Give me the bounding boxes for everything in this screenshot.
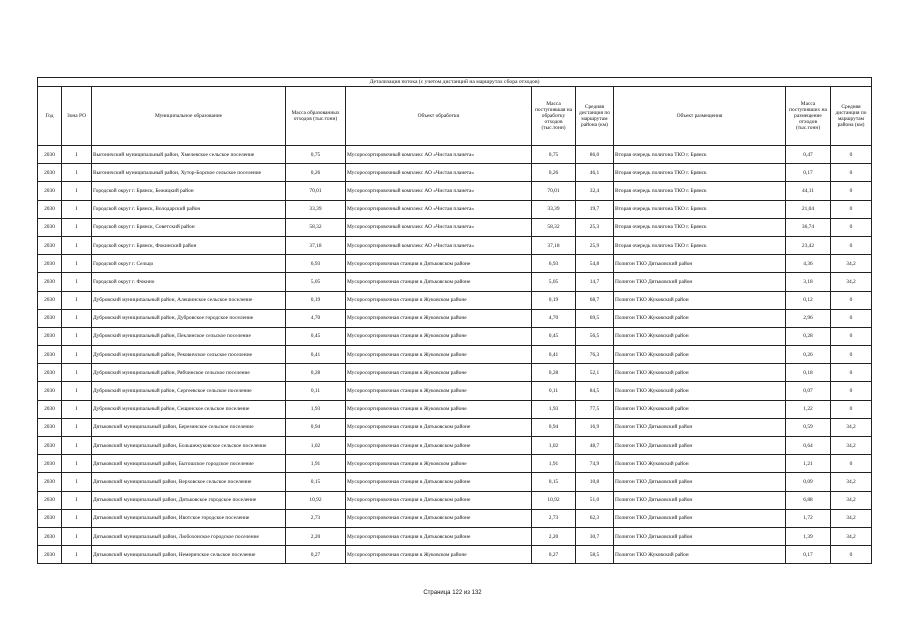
table-cell: 36,74 [786,218,831,236]
table-cell: Мусоросортировочная станция в Жуковском районе [346,346,532,364]
table-cell: 34,2 [831,273,872,291]
table-cell: 0,94 [286,418,346,436]
table-cell: 54,8 [576,255,614,273]
table-cell: I [62,473,92,491]
table-row [38,364,872,382]
table-cell: 34,2 [831,527,872,545]
table-cell: Городской округ г. Брянск, Бежицкий район [92,182,286,200]
table-cell: 2030 [38,527,62,545]
table-cell: 44,11 [786,182,831,200]
table-cell: 0,28 [532,364,576,382]
table-cell: 2030 [38,236,62,254]
table-cell: Мусоросортировочная станция в Жуковском районе [346,455,532,473]
table-cell: 62,3 [576,509,614,527]
table-cell: 2030 [38,437,62,455]
table-cell: 2030 [38,382,62,400]
table-cell: 34,2 [831,437,872,455]
table-cell: 2030 [38,455,62,473]
table-cell: Полигон ТКО Жуковский район [614,455,786,473]
flow-detail-table [37,77,872,564]
table-cell: Дубровский муниципальный район, Сергеевское сельское поселение [92,382,286,400]
table-cell: I [62,509,92,527]
table-cell: 21,04 [786,200,831,218]
table-cell: 2030 [38,273,62,291]
table-cell: I [62,273,92,291]
table-cell: I [62,291,92,309]
table-row [38,218,872,236]
table-cell: 4,36 [786,255,831,273]
table-cell: I [62,400,92,418]
table-row [38,491,872,509]
table-cell: 0,11 [286,382,346,400]
table-cell: Полигон ТКО Дятьковский район [614,509,786,527]
table-cell: 2,73 [532,509,576,527]
table-cell: Мусоросортировочная станция в Жуковском районе [346,291,532,309]
table-cell: 0,09 [786,473,831,491]
table-body [38,146,872,564]
table-cell: 10,8 [576,473,614,491]
table-cell: 3,18 [786,273,831,291]
table-cell: 0 [831,200,872,218]
table-cell: 77,5 [576,400,614,418]
table-cell: Мусоросортировочный комплекс АО «Чистая планета» [346,164,532,182]
table-row [38,455,872,473]
table-cell: 0,07 [786,382,831,400]
table-cell: 0,27 [532,546,576,564]
table-cell: I [62,437,92,455]
table-cell: Мусоросортировочная станция в Жуковском районе [346,364,532,382]
table-cell: Городской округ г. Фокино [92,273,286,291]
table-cell: Полигон ТКО Жуковский район [614,382,786,400]
table-cell: Мусоросортировочный комплекс АО «Чистая планета» [346,146,532,164]
table-cell: 1,02 [286,437,346,455]
table-cell: 2030 [38,146,62,164]
table-row [38,309,872,327]
table-row [38,273,872,291]
table-cell: 30,7 [576,527,614,545]
table-cell: Выгоничский муниципальный район, Хутор-Борское сельское поселение [92,164,286,182]
table-cell: 34,2 [831,509,872,527]
table-cell: 10,92 [286,491,346,509]
table-cell: Дятьковский муниципальный район, Ивотское городское поселение [92,509,286,527]
table-cell: Городской округ г. Брянск, Советский район [92,218,286,236]
table-cell: 1,72 [786,509,831,527]
table-cell: 46,1 [576,164,614,182]
table-cell: 25,9 [576,236,614,254]
table-cell: 0 [831,182,872,200]
document-sheet [37,77,871,564]
table-cell: 0 [831,291,872,309]
table-cell: 2030 [38,491,62,509]
table-cell: Полигон ТКО Дятьковский район [614,437,786,455]
table-cell: 2030 [38,309,62,327]
table-cell: 1,91 [532,455,576,473]
table-cell: I [62,527,92,545]
table-cell: I [62,255,92,273]
table-cell: I [62,418,92,436]
table-cell: 68,7 [576,291,614,309]
table-cell: 0,75 [286,146,346,164]
table-cell: 10,92 [532,491,576,509]
table-row [38,437,872,455]
table-cell: 0,12 [786,291,831,309]
table-cell: Городской округ г. Сельцо [92,255,286,273]
table-cell: 2030 [38,182,62,200]
table-cell: 1,21 [786,455,831,473]
table-cell: Дубровский муниципальный район, Рябчинское сельское поселение [92,364,286,382]
table-cell: Дубровский муниципальный район, Рековичское сельское поселение [92,346,286,364]
table-cell: 4,70 [286,309,346,327]
table-cell: 2,73 [286,509,346,527]
table-row [38,546,872,564]
table-cell: 32,4 [576,182,614,200]
table-cell: 2030 [38,291,62,309]
table-cell: 34,2 [831,418,872,436]
table-cell: 2,20 [286,527,346,545]
table-cell: 33,39 [532,200,576,218]
table-row [38,164,872,182]
table-cell: 0 [831,164,872,182]
table-cell: 2030 [38,509,62,527]
table-row [38,418,872,436]
table-cell: Полигон ТКО Дятьковский район [614,491,786,509]
table-cell: 0 [831,346,872,364]
table-cell: Дятьковский муниципальный район, Немеричское сельское поселение [92,546,286,564]
table-cell: 1,22 [786,400,831,418]
table-cell: Дубровский муниципальный район, Дубровское городское поселение [92,309,286,327]
table-cell: 23,42 [786,236,831,254]
table-cell: Полигон ТКО Жуковский район [614,546,786,564]
table-cell: 0 [831,364,872,382]
table-cell: 84,5 [576,382,614,400]
table-cell: I [62,327,92,345]
table-row [38,527,872,545]
table-cell: 2030 [38,400,62,418]
table-cell: Вторая очередь полигона ТКО г. Брянск [614,164,786,182]
table-cell: 52,1 [576,364,614,382]
column-header: Масса поступивших на размещение отходов (тыс.тонн) [786,87,831,146]
table-cell: 56,5 [576,327,614,345]
table-cell: Вторая очередь полигона ТКО г. Брянск [614,182,786,200]
table-cell: 5,05 [532,273,576,291]
table-cell: I [62,364,92,382]
table-cell: 0 [831,327,872,345]
table-cell: 0,26 [532,164,576,182]
table-cell: 0 [831,236,872,254]
table-cell: 2030 [38,364,62,382]
table-cell: 2030 [38,327,62,345]
table-caption: Детализация потока (с учетом дистанций на маршрутах сбора отходов) [38,78,872,87]
table-cell: 0,17 [786,164,831,182]
table-row [38,473,872,491]
table-cell: Полигон ТКО Дятьковский район [614,527,786,545]
table-cell: I [62,236,92,254]
table-cell: 70,01 [532,182,576,200]
table-cell: 0 [831,146,872,164]
table-cell: 6,93 [532,255,576,273]
table-cell: I [62,164,92,182]
table-cell: Мусоросортировочный комплекс АО «Чистая планета» [346,236,532,254]
table-cell: Полигон ТКО Дятьковский район [614,418,786,436]
table-cell: Дятьковский муниципальный район, Любохонское городское поселение [92,527,286,545]
table-cell: Полигон ТКО Жуковский район [614,309,786,327]
table-cell: 58,5 [576,546,614,564]
table-cell: I [62,218,92,236]
table-cell: 0,18 [786,364,831,382]
table-cell: 6,88 [786,491,831,509]
table-row [38,291,872,309]
table-row [38,255,872,273]
table-cell: Выгоничский муниципальный район, Хмелевское сельское поселение [92,146,286,164]
table-cell: 0 [831,400,872,418]
table-cell: 34,2 [831,491,872,509]
table-cell: Полигон ТКО Жуковский район [614,364,786,382]
table-cell: 51,0 [576,491,614,509]
table-cell: Мусоросортировочная станция в Жуковском районе [346,309,532,327]
table-cell: Мусоросортировочная станция в Дятьковском районе [346,437,532,455]
table-cell: Городской округ г. Брянск, Володарский район [92,200,286,218]
table-cell: 0,45 [532,327,576,345]
table-cell: Дятьковский муниципальный район, Верховское сельское поселение [92,473,286,491]
table-cell: 14,7 [576,273,614,291]
table-row [38,346,872,364]
table-row [38,146,872,164]
table-cell: Дубровский муниципальный район, Пеклинское сельское поселение [92,327,286,345]
table-cell: Мусоросортировочная станция в Дятьковском районе [346,509,532,527]
column-header: Объект обработки [346,87,532,146]
column-header: Муниципальное образование [92,87,286,146]
table-cell: 1,91 [286,455,346,473]
table-cell: 0 [831,546,872,564]
column-header: Средняя дистанция по маршрутам района (км) [576,87,614,146]
table-cell: 76,3 [576,346,614,364]
table-cell: 2030 [38,346,62,364]
column-header: Масса поступившая на обработку отходов (тыс.тонн) [532,87,576,146]
column-header: Год [38,87,62,146]
table-cell: Полигон ТКО Жуковский район [614,346,786,364]
table-cell: 1,39 [786,527,831,545]
table-cell: Дятьковский муниципальный район, Большежуковское сельское поселение [92,437,286,455]
table-cell: 0,26 [786,346,831,364]
table-row [38,382,872,400]
table-cell: 1,93 [532,400,576,418]
table-cell: I [62,455,92,473]
table-cell: 1,93 [286,400,346,418]
table-cell: 37,18 [532,236,576,254]
table-cell: 0,11 [532,382,576,400]
table-cell: 70,01 [286,182,346,200]
table-cell: 0,26 [286,164,346,182]
table-cell: Мусоросортировочная станция в Жуковском районе [346,400,532,418]
table-cell: 2030 [38,218,62,236]
table-cell: Полигон ТКО Жуковский район [614,327,786,345]
table-cell: 0,59 [786,418,831,436]
table-cell: Мусоросортировочная станция в Дятьковском районе [346,418,532,436]
table-cell: 0,15 [532,473,576,491]
table-cell: I [62,146,92,164]
table-cell: 0 [831,455,872,473]
table-cell: 58,32 [286,218,346,236]
table-cell: Мусоросортировочная станция в Дятьковском районе [346,527,532,545]
table-cell: 74,9 [576,455,614,473]
table-cell: Мусоросортировочная станция в Жуковском районе [346,327,532,345]
table-cell: Мусоросортировочный комплекс АО «Чистая планета» [346,182,532,200]
table-row [38,182,872,200]
table-cell: 2030 [38,473,62,491]
table-cell: Дятьковский муниципальный район, Дятьковское городское поселение [92,491,286,509]
table-cell: 2030 [38,200,62,218]
table-cell: 1,02 [532,437,576,455]
table-cell: 0,15 [286,473,346,491]
table-row [38,236,872,254]
table-cell: 0,17 [786,546,831,564]
table-cell: 48,7 [576,437,614,455]
table-cell: 5,05 [286,273,346,291]
table-cell: 0 [831,218,872,236]
table-cell: 0,27 [286,546,346,564]
table-cell: Мусоросортировочная станция в Дятьковском районе [346,273,532,291]
table-cell: Вторая очередь полигона ТКО г. Брянск [614,236,786,254]
table-cell: 19,7 [576,200,614,218]
table-cell: 34,2 [831,255,872,273]
table-cell: Городской округ г. Брянск, Фокинский район [92,236,286,254]
table-cell: 33,39 [286,200,346,218]
table-cell: 0,19 [286,291,346,309]
table-cell: I [62,182,92,200]
table-cell: I [62,309,92,327]
table-header-row [38,87,872,146]
table-cell: Полигон ТКО Жуковский район [614,291,786,309]
table-cell: 25,3 [576,218,614,236]
table-cell: 58,32 [532,218,576,236]
table-cell: 4,70 [532,309,576,327]
table-cell: 37,18 [286,236,346,254]
table-cell: 0,47 [786,146,831,164]
table-row [38,200,872,218]
table-cell: Вторая очередь полигона ТКО г. Брянск [614,146,786,164]
table-cell: 0,94 [532,418,576,436]
table-row [38,509,872,527]
table-cell: I [62,382,92,400]
table-cell: Дубровский муниципальный район, Алешинское сельское поселение [92,291,286,309]
table-cell: Дятьковский муниципальный район, Бытошское городское поселение [92,455,286,473]
table-cell: 2030 [38,164,62,182]
table-cell: I [62,200,92,218]
table-cell: Полигон ТКО Дятьковский район [614,255,786,273]
table-cell: 0 [831,309,872,327]
table-cell: 0,19 [532,291,576,309]
column-header: Объект размещения [614,87,786,146]
table-cell: 2030 [38,255,62,273]
table-cell: Мусоросортировочная станция в Дятьковском районе [346,491,532,509]
table-cell: 0,45 [286,327,346,345]
table-cell: 69,5 [576,309,614,327]
column-header: Масса образованных отходов (тыс.тонн) [286,87,346,146]
table-cell: 0,75 [532,146,576,164]
table-cell: Вторая очередь полигона ТКО г. Брянск [614,200,786,218]
table-cell: Мусоросортировочный комплекс АО «Чистая планета» [346,200,532,218]
table-cell: Мусоросортировочная станция в Дятьковском районе [346,473,532,491]
table-cell: Полигон ТКО Дятьковский район [614,273,786,291]
table-cell: I [62,546,92,564]
table-cell: 0,64 [786,437,831,455]
column-header: Зона РО [62,87,92,146]
table-cell: Дубровский муниципальный район, Сещинское сельское поселение [92,400,286,418]
table-cell: Мусоросортировочная станция в Дятьковском районе [346,255,532,273]
table-cell: 0,41 [286,346,346,364]
table-cell: 6,93 [286,255,346,273]
page-number: Страница 122 из 132 [423,590,482,596]
table-cell: 0,28 [786,327,831,345]
column-header: Средняя дистанция по маршрутам района (км) [831,87,872,146]
table-cell: 2030 [38,546,62,564]
table-cell: I [62,346,92,364]
table-cell: Полигон ТКО Жуковский район [614,400,786,418]
table-cell: 0 [831,382,872,400]
table-cell: Дятьковский муниципальный район, Березинское сельское поселение [92,418,286,436]
table-cell: Мусоросортировочная станция в Жуковском районе [346,546,532,564]
table-cell: 0,28 [286,364,346,382]
table-cell: Полигон ТКО Дятьковский район [614,473,786,491]
table-cell: 86,0 [576,146,614,164]
table-cell: 0,41 [532,346,576,364]
table-cell: Вторая очередь полигона ТКО г. Брянск [614,218,786,236]
table-cell: 2,96 [786,309,831,327]
table-row [38,400,872,418]
table-cell: 2,20 [532,527,576,545]
table-cell: 2030 [38,418,62,436]
table-cell: 16,9 [576,418,614,436]
table-cell: 34,2 [831,473,872,491]
table-cell: Мусоросортировочный комплекс АО «Чистая планета» [346,218,532,236]
table-cell: Мусоросортировочная станция в Жуковском районе [346,382,532,400]
table-cell: I [62,491,92,509]
table-row [38,327,872,345]
